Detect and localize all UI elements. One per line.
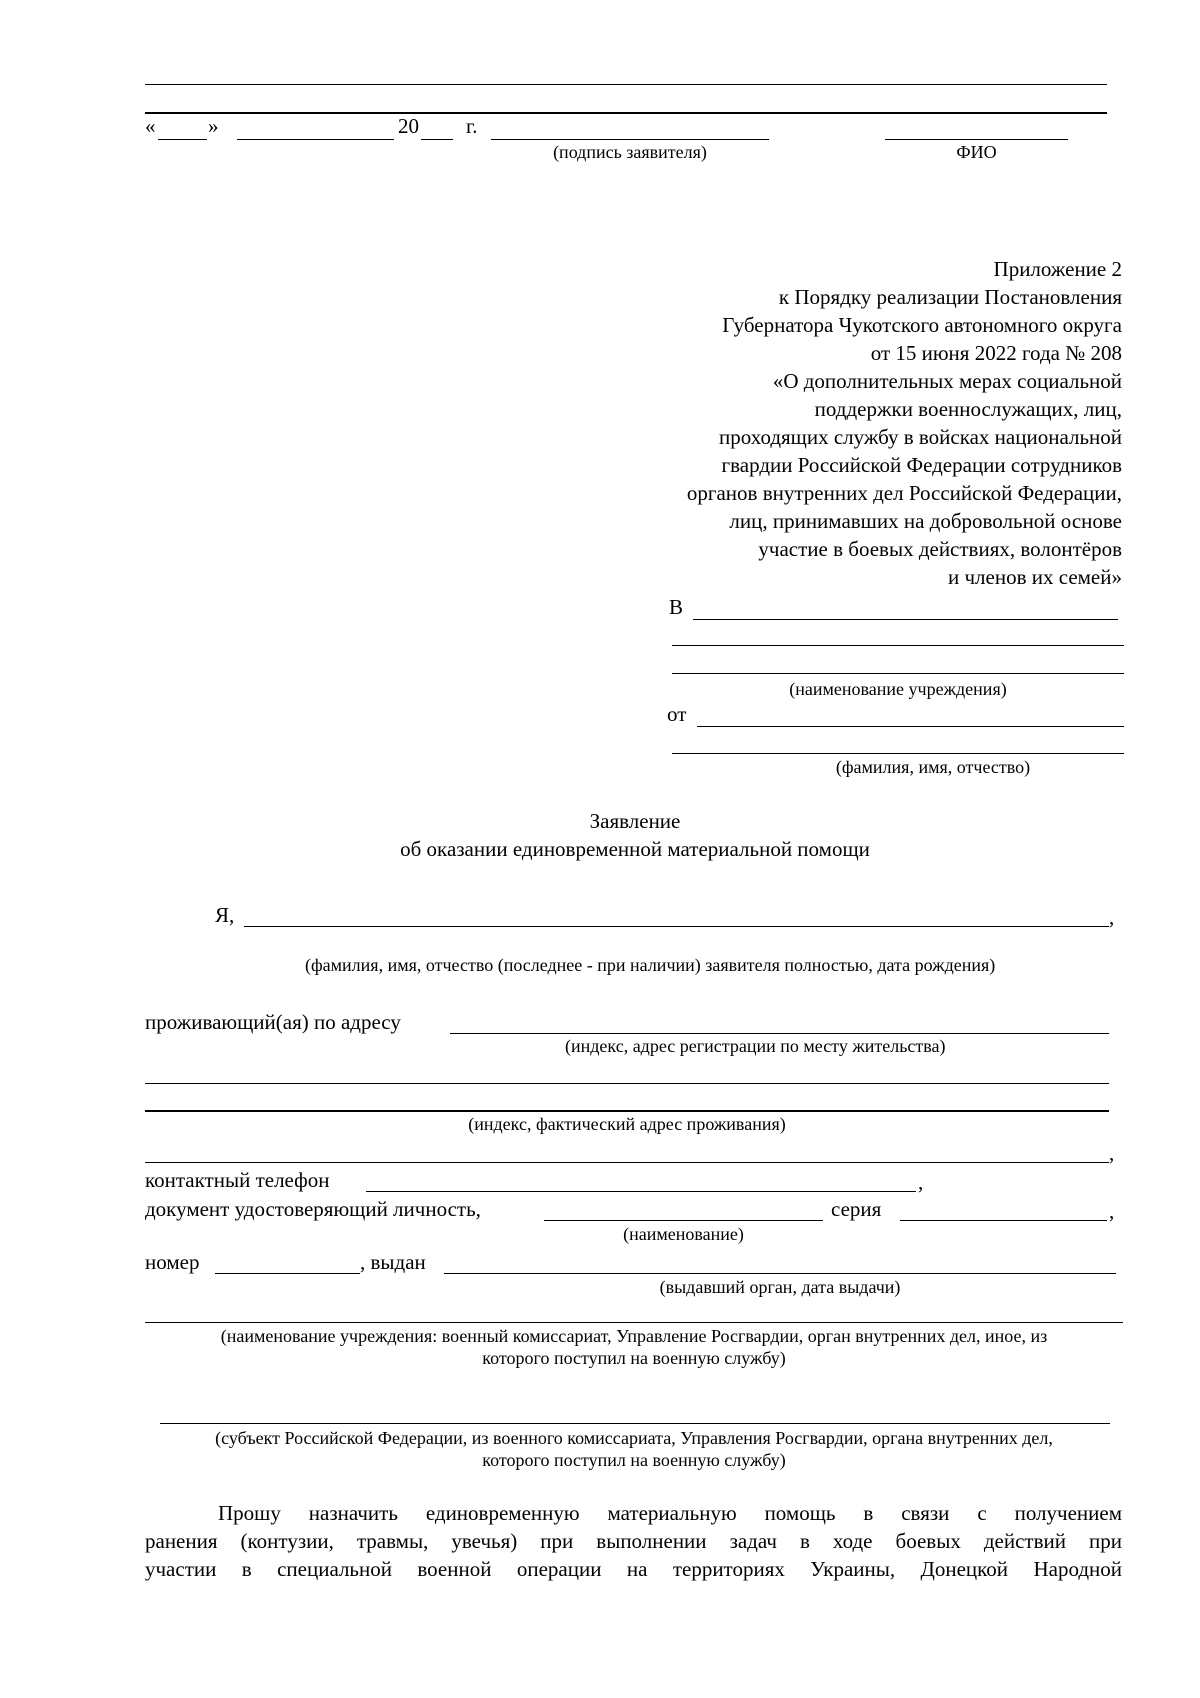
issuer-caption: (выдавший орган, дата выдачи) (659, 1277, 901, 1297)
actual-address-caption: (индекс, фактический адрес проживания) (468, 1114, 786, 1134)
top-rule-1 (145, 84, 1107, 85)
institution-blank-1[interactable] (693, 619, 1118, 620)
from-label: от (667, 702, 687, 726)
series-label: серия (831, 1197, 882, 1221)
address-blank-2[interactable] (145, 1083, 1109, 1084)
date-year-suffix: г. (466, 114, 478, 138)
issuer-blank[interactable] (444, 1273, 1116, 1274)
appendix-line: гвардии Российской Федерации сотрудников (721, 453, 1122, 477)
fio-blank[interactable] (885, 139, 1068, 140)
residing-label: проживающий(ая) по адресу (145, 1010, 401, 1034)
appendix-line: «О дополнительных мерах социальной (772, 369, 1122, 393)
appendix-line: поддержки военнослужащих, лиц, (814, 397, 1122, 421)
document-subtitle: об оказании единовременной материальной помощи (400, 837, 870, 861)
phone-blank[interactable] (366, 1191, 916, 1192)
date-month-blank[interactable] (237, 139, 394, 140)
signature-caption: (подпись заявителя) (553, 142, 707, 162)
id-doc-name-blank[interactable] (544, 1220, 823, 1221)
actual-address-blank[interactable] (145, 1162, 1109, 1163)
fullname-caption: (фамилия, имя, отчество) (835, 757, 1031, 777)
phone-label: контактный телефон (145, 1168, 330, 1192)
phone-comma: , (918, 1170, 924, 1194)
service-institution-blank[interactable] (145, 1322, 1123, 1323)
applicant-fullname-blank[interactable] (244, 926, 1109, 927)
to-label: В (669, 595, 684, 619)
applicant-name-blank-1[interactable] (697, 726, 1124, 727)
number-label: номер (145, 1250, 200, 1274)
document-title: Заявление (589, 809, 681, 833)
appendix-line: лиц, принимавших на добровольной основе (729, 509, 1122, 533)
applicant-caption: (фамилия, имя, отчество (последнее - при наличии) заявителя полностью, дата рождения) (305, 955, 996, 975)
series-blank[interactable] (900, 1220, 1107, 1221)
appendix-line: органов внутренних дел Российской Федерации, (686, 481, 1122, 505)
subject-caption-line1: (субъект Российской Федерации, из военного комиссариата, Управления Росгвардии, органа внутренних дел, (215, 1428, 1053, 1448)
i-label: Я, (215, 903, 235, 927)
service-caption-line1: (наименование учреждения: военный комиссариат, Управление Росгвардии, орган внутренних дел, иное, из (220, 1326, 1048, 1346)
appendix-line: от 15 июня 2022 года № 208 (870, 341, 1122, 365)
date-year-blank[interactable] (421, 139, 453, 140)
appendix-line: участие в боевых действиях, волонтёров (758, 537, 1122, 561)
appendix-line: проходящих службу в войсках национальной (719, 425, 1122, 449)
service-caption-line2: которого поступил на военную службу) (482, 1348, 786, 1368)
institution-blank-3[interactable] (672, 673, 1124, 674)
institution-caption: (наименование учреждения) (789, 679, 1007, 699)
address-blank-3[interactable] (145, 1110, 1109, 1112)
registration-address-blank[interactable] (450, 1033, 1109, 1034)
appendix-line: и членов их семей» (948, 565, 1122, 589)
actual-address-comma: , (1109, 1141, 1115, 1165)
subject-blank[interactable] (160, 1423, 1110, 1424)
body-line-1: Прошу назначить единовременную материальную помощь в связи с получением (218, 1501, 1122, 1525)
applicant-name-blank-2[interactable] (672, 753, 1124, 754)
date-year-prefix: 20 (398, 114, 419, 138)
appendix-line: к Порядку реализации Постановления (778, 285, 1122, 309)
fio-caption: ФИО (956, 142, 997, 162)
institution-blank-2[interactable] (672, 645, 1124, 646)
body-line-3: участии в специальной военной операции на территориях Украины, Донецкой Народной (145, 1557, 1122, 1581)
registration-caption: (индекс, адрес регистрации по месту жительства) (565, 1036, 946, 1056)
subject-caption-line2: которого поступил на военную службу) (482, 1450, 786, 1470)
signature-blank[interactable] (491, 139, 769, 140)
date-day-blank[interactable] (158, 139, 207, 140)
top-rule-2 (145, 112, 1107, 114)
body-line-2: ранения (контузии, травмы, увечья) при выполнении задач в ходе боевых действий при (145, 1529, 1122, 1553)
issued-label: , выдан (360, 1250, 426, 1274)
doc-name-caption: (наименование) (623, 1224, 744, 1244)
applicant-comma: , (1109, 905, 1115, 929)
appendix-line: Приложение 2 (993, 257, 1122, 281)
appendix-line: Губернатора Чукотского автономного округа (722, 313, 1122, 337)
series-comma: , (1109, 1199, 1115, 1223)
date-open-quote: « (145, 114, 156, 138)
id-doc-label: документ удостоверяющий личность, (145, 1197, 481, 1221)
number-blank[interactable] (215, 1273, 360, 1274)
date-close-quote: » (208, 114, 219, 138)
